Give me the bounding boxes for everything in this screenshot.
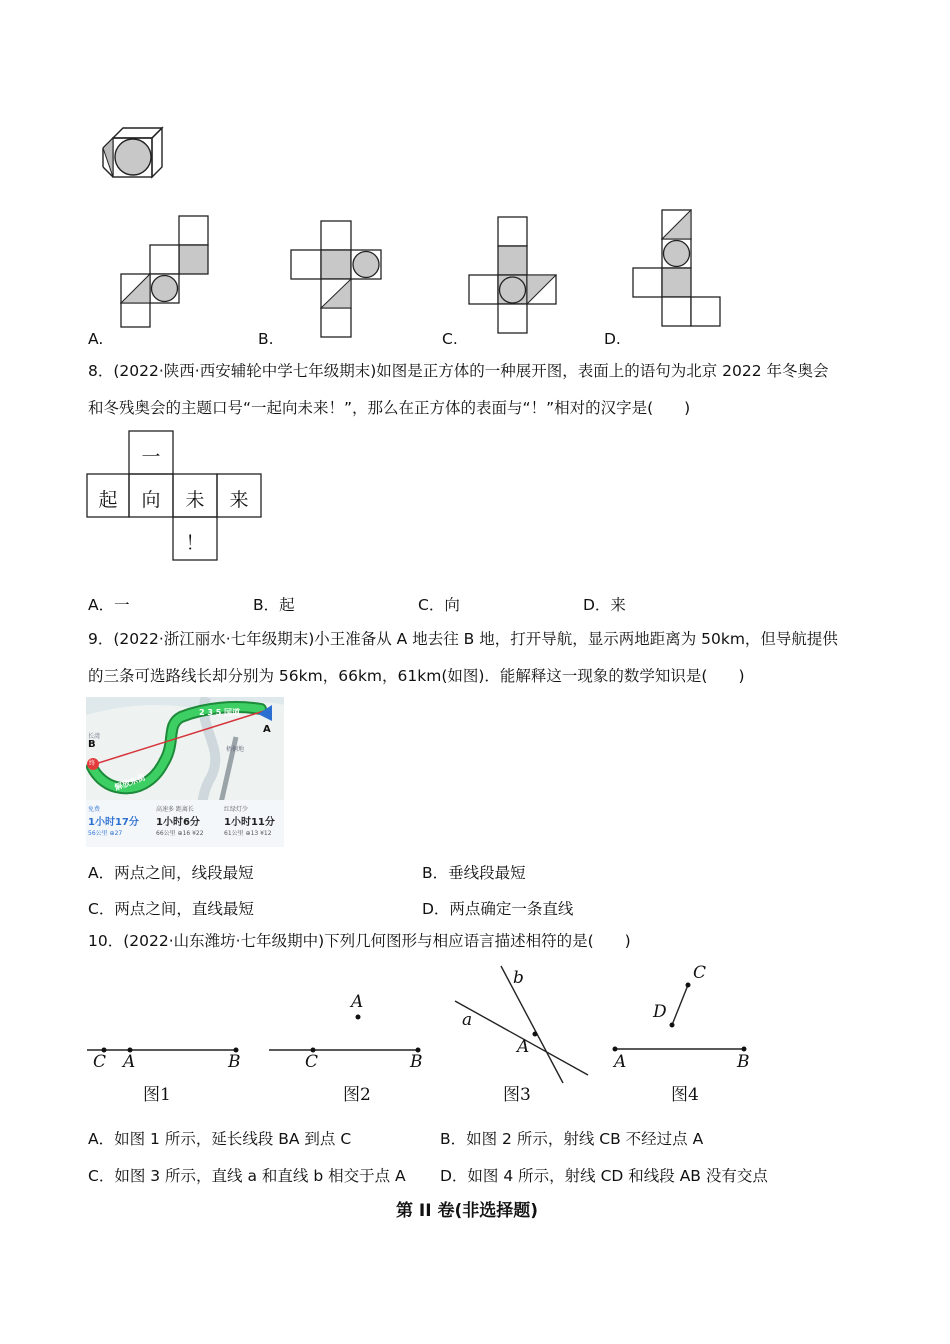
route-2-time: 1小时6分: [156, 817, 200, 828]
q7-option-a[interactable]: A.: [88, 330, 104, 348]
fig2-label-b: B: [410, 1052, 423, 1072]
q10-option-b[interactable]: B．如图 2 所示，射线 CB 不经过点 A: [440, 1130, 704, 1148]
fig1-label-a: A: [123, 1052, 136, 1072]
section-title: 第 II 卷(非选择题): [396, 1201, 539, 1221]
cube-net-grid: [86, 430, 262, 562]
map-place-2: 梧桐地: [226, 746, 245, 753]
fig3-caption: 图3: [503, 1085, 531, 1105]
fig1-label-b: B: [228, 1052, 241, 1072]
q10-option-d[interactable]: D．如图 4 所示，射线 CD 和线段 AB 没有交点: [440, 1167, 768, 1185]
net-option-a: [120, 214, 250, 329]
fig4-label-d: D: [653, 1002, 667, 1022]
route-option-1[interactable]: [88, 804, 152, 837]
map-label-end: 终: [89, 760, 96, 767]
route-1-tag: 免费: [88, 806, 101, 813]
q8-option-d[interactable]: D．来: [583, 596, 626, 614]
net-option-d: [632, 208, 727, 333]
route-3-tag: 红绿灯少: [224, 806, 249, 813]
map-highway-label: 2 3 5 国道: [199, 708, 241, 717]
fig2-caption: 图2: [343, 1085, 371, 1105]
route-option-3[interactable]: [224, 804, 284, 837]
net-cell-3: 未: [185, 489, 205, 511]
q8-stem-line1: 8．(2022·陕西·西安辅轮中学七年级期末)如图是正方体的一种展开图，表面上的语句为北京 2022 年冬奥会: [88, 362, 829, 380]
q9-stem-line1: 9．(2022·浙江丽水·七年级期末)小王准备从 A 地去往 B 地，打开导航，显示两地距离为 50km，但导航提供: [88, 630, 838, 648]
net-cell-4: 来: [229, 489, 249, 511]
fig3-label-b: b: [513, 968, 524, 988]
route-option-2[interactable]: [156, 804, 220, 837]
fig4-caption: 图4: [671, 1085, 699, 1105]
net-cell-top: 一: [141, 446, 161, 468]
fig1-caption: 图1: [143, 1085, 171, 1105]
fig2-label-c: C: [305, 1052, 319, 1072]
net-cell-2: 向: [141, 489, 161, 511]
navigation-map-image: [86, 697, 284, 847]
q9-stem-line2: 的三条可选路线长却分别为 56km，66km，61km(如图)．能解释这一现象的数学知识是( ): [88, 667, 745, 685]
map-label-a: A: [263, 724, 271, 735]
fig1-label-c: C: [93, 1052, 107, 1072]
route-2-detail: 66公里 ⊕16 ¥22: [156, 830, 204, 837]
map-road-label: 解放东街: [113, 772, 147, 793]
q7-option-c[interactable]: C.: [442, 330, 458, 348]
fig2-label-a: A: [351, 992, 364, 1012]
q8-option-b[interactable]: B．起: [253, 596, 295, 614]
q7-option-b[interactable]: B.: [258, 330, 274, 348]
q10-option-a[interactable]: A．如图 1 所示，延长线段 BA 到点 C: [88, 1130, 352, 1148]
q8-stem-line2: 和冬残奥会的主题口号“一起向未来！”，那么在正方体的表面与“！”相对的汉字是( ): [88, 399, 691, 417]
cube-figure: [100, 124, 160, 184]
net-option-b: [290, 220, 390, 340]
q8-option-a[interactable]: A．一: [88, 596, 130, 614]
q9-option-d[interactable]: D．两点确定一条直线: [422, 900, 574, 918]
route-1-detail: 56公里 ⊕27: [88, 830, 123, 837]
net-cell-bottom: ！: [185, 532, 205, 554]
map-place-1: 长湾: [88, 733, 101, 740]
figure-2: [268, 1000, 428, 1080]
figure-3: [454, 965, 594, 1085]
q9-option-a[interactable]: A．两点之间，线段最短: [88, 864, 254, 882]
route-1-time: 1小时17分: [88, 817, 139, 828]
route-3-time: 1小时11分: [224, 817, 275, 828]
q9-option-b[interactable]: B．垂线段最短: [422, 864, 526, 882]
fig4-label-a: A: [614, 1052, 627, 1072]
net-option-c: [468, 216, 563, 341]
route-2-tag: 高速多 距离长: [156, 806, 194, 813]
route-3-detail: 61公里 ⊕13 ¥12: [224, 830, 272, 837]
q8-option-c[interactable]: C．向: [418, 596, 460, 614]
map-label-b: B: [88, 739, 96, 750]
fig3-label-point-a: A: [517, 1037, 530, 1057]
net-cell-1: 起: [98, 489, 118, 511]
fig4-label-c: C: [693, 963, 707, 983]
q10-option-c[interactable]: C．如图 3 所示，直线 a 和直线 b 相交于点 A: [88, 1167, 406, 1185]
q7-option-d[interactable]: D.: [604, 330, 621, 348]
q9-option-c[interactable]: C．两点之间，直线最短: [88, 900, 254, 918]
fig4-label-b: B: [737, 1052, 750, 1072]
fig3-label-a: a: [462, 1010, 473, 1030]
q10-stem: 10．(2022·山东潍坊·七年级期中)下列几何图形与相应语言描述相符的是( ): [88, 932, 631, 950]
